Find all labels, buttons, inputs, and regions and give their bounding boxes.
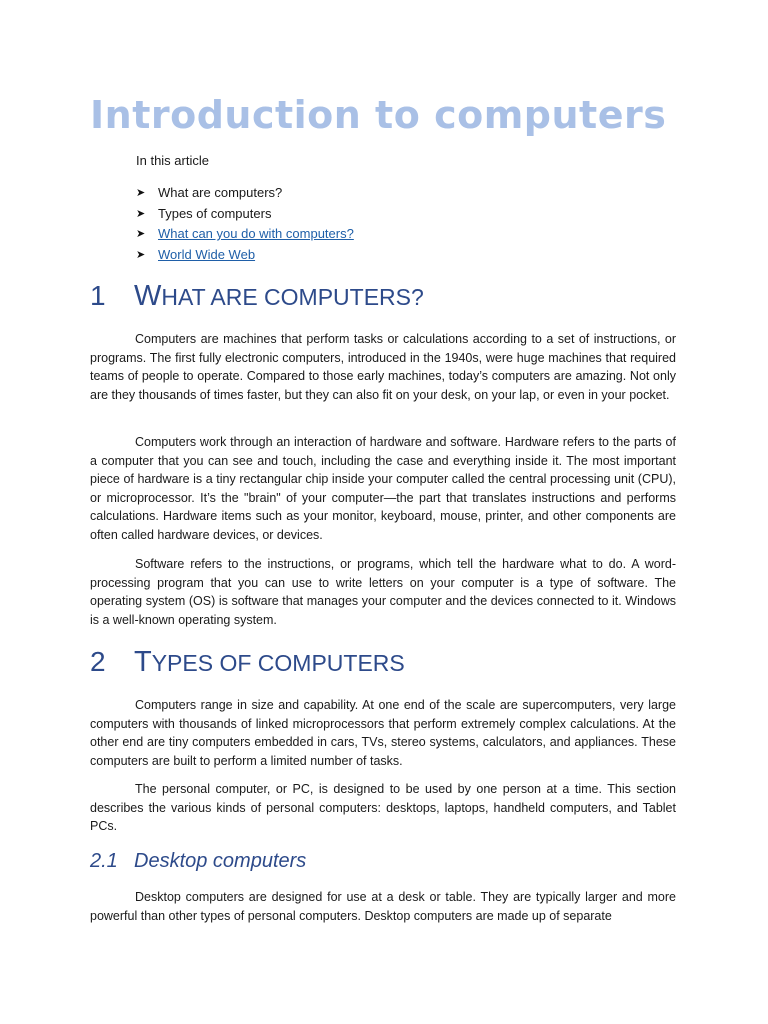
heading-text: YPES OF COMPUTERS (151, 650, 405, 676)
section-heading-what-are-computers (90, 280, 424, 313)
toc-item[interactable] (136, 224, 354, 245)
document-title: Introduction to computers (90, 93, 667, 137)
subsection-title: Desktop computers (134, 850, 307, 872)
paragraph: Software refers to the instructions, or programs, which tell the hardware what to do. A word-processing program that you can use to write letters on your computer is a type of software. The operating system (OS) is software that manages your computer and the devices connected to it. Windows is a well-known operating system. (90, 557, 676, 627)
arrow-bullet-icon: ➤ (136, 187, 146, 200)
subsection-number: 2.1 (90, 850, 118, 872)
toc-item-label: What are computers? (158, 185, 283, 201)
arrow-bullet-icon: ➤ (136, 207, 146, 220)
heading-initial: T (134, 646, 152, 678)
toc-item (136, 183, 354, 204)
paragraph: Computers are machines that perform tasks or calculations according to a set of instructions, or programs. The first fully electronic computers, introduced in the 1940s, were huge machines that required teams of people to operate. Compared to those early machines, today’s computers are amazing. Not only are they thousands of times faster, but they can also fit on your desk, on your lap, or even in your pocket. (90, 332, 676, 402)
paragraph: The personal computer, or PC, is designed to be used by one person at a time. This section describes the various kinds of personal computers: desktops, laptops, handheld computers, and Tablet PCs. (90, 782, 676, 834)
heading-initial: W (134, 280, 162, 312)
paragraph: Computers range in size and capability. At one end of the scale are supercomputers, very large computers with thousands of linked microprocessors that perform extremely complex calculations. At the other end are tiny computers embedded in cars, TVs, stereo systems, calculators, and appliances. These computers are built to perform a limited number of tasks. (90, 698, 676, 768)
toc-item-label: Types of computers (158, 205, 272, 221)
table-of-contents (136, 183, 354, 265)
toc-intro: In this article (136, 153, 209, 168)
paragraph: Computers work through an interaction of hardware and software. Hardware refers to the parts of a computer that you can see and touch, including the case and everything inside it. The most important piece of hardware is a tiny rectangular chip inside your computer called the central processing unit (CPU), or microprocessor. It’s the "brain" of your computer—the part that translates instructions and performs calculations. Hardware items such as your monitor, keyboard, mouse, printer, and other components are often called hardware devices, or devices. (90, 435, 676, 542)
arrow-bullet-icon: ➤ (136, 248, 146, 261)
subsection-heading-desktop-computers (90, 850, 306, 873)
toc-link-world-wide-web[interactable]: World Wide Web (158, 246, 256, 262)
heading-text: HAT ARE COMPUTERS? (161, 284, 424, 310)
arrow-bullet-icon: ➤ (136, 228, 146, 241)
section-number: 2 (90, 646, 106, 677)
toc-item (136, 204, 354, 225)
section-heading-types-of-computers (90, 646, 405, 679)
paragraph: Desktop computers are designed for use at a desk or table. They are typically larger and more powerful than other types of personal computers. Desktop computers are made up of separate (90, 890, 676, 923)
section-number: 1 (90, 280, 106, 311)
toc-link-what-can-you-do[interactable]: What can you do with computers? (158, 226, 354, 242)
toc-item[interactable] (136, 245, 354, 266)
